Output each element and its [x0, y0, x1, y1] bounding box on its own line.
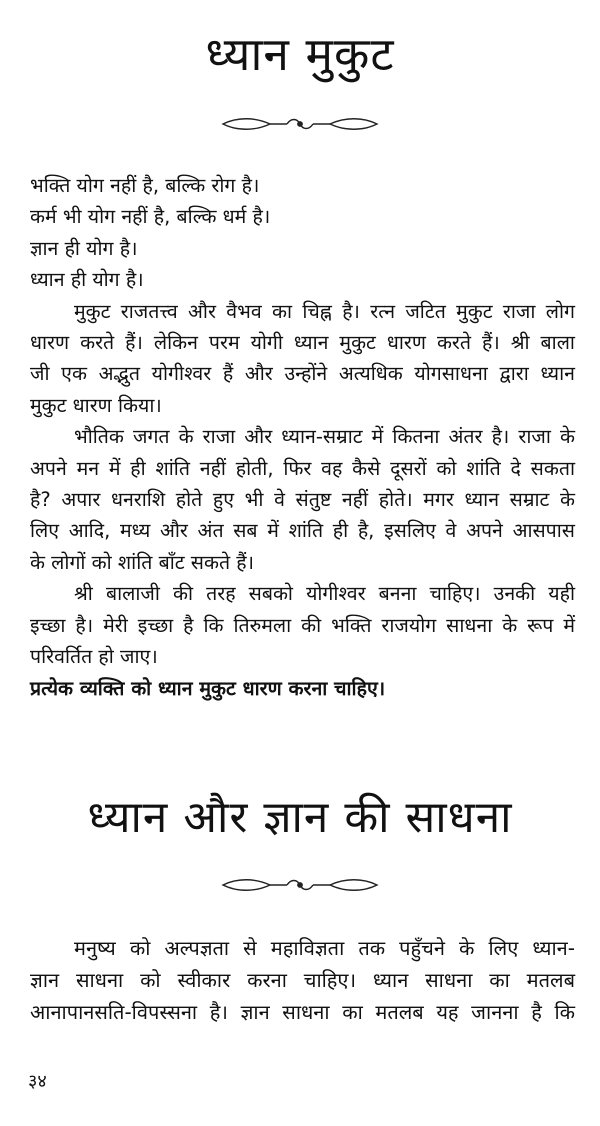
paragraph-line: श्री बालाजी की तरह सबको योगीश्वर बनना चाहिए। उनकी यही — [74, 582, 575, 606]
text-line: कर्म भी योग नहीं है, बल्कि धर्म है। — [30, 205, 271, 229]
text-line: ध्यान ही योग है। — [30, 268, 144, 292]
paragraph-line: जी एक अद्भुत योगीश्वर हैं और उन्होंने अत्यधिक योगसाधना द्वारा ध्यान — [30, 362, 575, 386]
paragraph-line: आनापानसति-विपस्सना है। ज्ञान साधना का मतलब यह जानना है कि — [30, 1000, 575, 1024]
paragraph-line: मुकुट धारण किया। — [30, 393, 162, 417]
ornament-divider-icon — [215, 874, 385, 896]
section-title: ध्यान और ज्ञान की साधना — [87, 792, 513, 843]
paragraph-line: लिए आदि, मध्य और अंत सब में शांति ही है, इसलिए वे अपने आसपास — [30, 519, 575, 543]
paragraph-line: ज्ञान साधना को स्वीकार करना चाहिए। ध्यान साधना का मतलब — [30, 968, 575, 992]
paragraph-line: परिवर्तित हो जाए। — [30, 645, 158, 669]
paragraph-line: भौतिक जगत के राजा और ध्यान-सम्राट में कितना अंतर है। राजा के — [74, 425, 575, 449]
section-body — [30, 170, 575, 704]
paragraph-line: अपने मन में ही शांति नहीं होती, फिर वह कैसे दूसरों को शांति दे सकता — [30, 456, 575, 480]
paragraph-line: मनुष्य को अल्पज्ञता से महाविज्ञता तक पहुँचने के लिए ध्यान- — [74, 936, 575, 960]
emphasis-line: प्रत्येक व्यक्ति को ध्यान मुकुट धारण करना चाहिए। — [30, 676, 386, 700]
paragraph-line: धारण करते हैं। लेकिन परम योगी ध्यान मुकुट धारण करते हैं। श्री बाला — [30, 331, 575, 355]
text-line: भक्ति योग नहीं है, बल्कि रोग है। — [30, 174, 260, 197]
text-line: ज्ञान ही योग है। — [30, 236, 138, 260]
ornament-divider-icon — [215, 113, 385, 135]
section-body — [30, 932, 575, 1028]
paragraph-line: इच्छा है। मेरी इच्छा है कि तिरुमला की भक्ति राजयोग साधना के रूप में — [30, 613, 575, 637]
page-number: ३४ — [28, 1071, 47, 1092]
paragraph-line: मुकुट राजतत्त्व और वैभव का चिह्न है। रत्न जटित मुकुट राजा लोग — [74, 299, 575, 323]
paragraph-line: के लोगों को शांति बाँट सकते हैं। — [30, 550, 255, 574]
paragraph-line: है? अपार धनराशि होते हुए भी वे संतुष्ट नहीं होते। मगर ध्यान सम्राट के — [30, 488, 575, 512]
section-title: ध्यान मुकुट — [205, 27, 395, 81]
